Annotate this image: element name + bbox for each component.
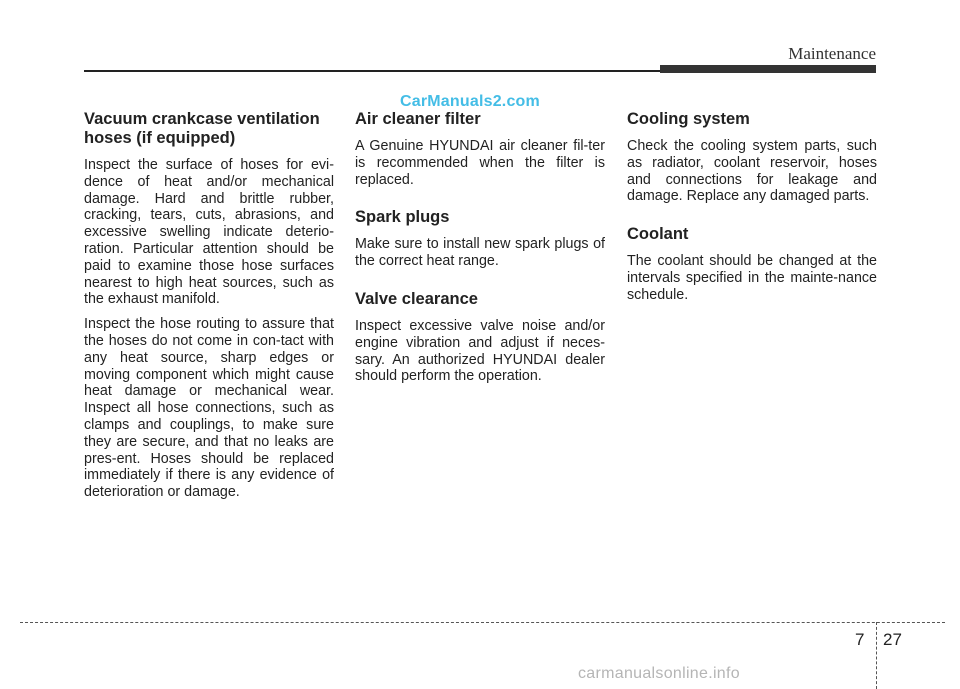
header-rule-thin: [84, 70, 662, 72]
heading-spark-plugs: Spark plugs: [355, 208, 450, 227]
paragraph-cooling-system: Check the cooling system parts, such as radiator, coolant reservoir, hoses and connections for leakage and damage. Replace any damaged parts.: [627, 138, 877, 205]
heading-air-cleaner: Air cleaner filter: [355, 110, 481, 128]
paragraph-coolant: The coolant should be changed at the intervals specified in the mainte-nance schedule.: [627, 253, 877, 303]
paragraph-spark-plugs: Make sure to install new spark plugs of the correct heat range.: [355, 236, 605, 270]
paragraph-hose-surface: Inspect the surface of hoses for evi-dence of heat and/or mechanical damage. Hard and brittle rubber, cracking, tears, cuts, abrasions, and excessive swelling indicate deterio-ration. Particular attention should be paid to examine those hose surfaces nearest to high heat sources, such as the exhaust manifold.: [84, 157, 334, 308]
chapter-number: 7: [855, 630, 865, 649]
paragraph-hose-routing: Inspect the hose routing to assure that the hoses do not come in con-tact with any heat source, sharp edges or moving component which might cause heat damage or mechanical wear. Inspect all hose connections, such as clamps and couplings, to make sure they are secure, and that no leaks are pres-ent. Hoses should be replaced immediately if there is any evidence of deterioration or damage.: [84, 316, 334, 501]
paragraph-air-cleaner: A Genuine HYUNDAI air cleaner fil-ter is recommended when the filter is replaced.: [355, 138, 605, 188]
footer-dashed-rule: [20, 622, 945, 623]
column-middle: [355, 110, 605, 393]
watermark-bottom: carmanualsonline.info: [578, 665, 740, 682]
watermark-top: CarManuals2.com: [400, 93, 540, 110]
heading-line-2: hoses (if equipped): [84, 129, 236, 147]
heading-vacuum-hoses: [84, 110, 334, 148]
column-right: [627, 110, 877, 312]
section-title: Maintenance: [788, 44, 876, 63]
heading-cooling-system: Cooling system: [627, 110, 750, 128]
heading-valve-clearance: Valve clearance: [355, 289, 478, 308]
heading-line-1: Vacuum crankcase ventilation: [84, 110, 320, 128]
heading-coolant: Coolant: [627, 225, 689, 244]
column-left: [84, 110, 334, 509]
paragraph-valve-clearance: Inspect excessive valve noise and/or engine vibration and adjust if neces-sary. An authorized HYUNDAI dealer should perform the operation.: [355, 317, 605, 385]
footer-page-divider: [876, 622, 877, 689]
header-rule-thick: [660, 65, 876, 73]
page-number: 27: [883, 630, 902, 649]
